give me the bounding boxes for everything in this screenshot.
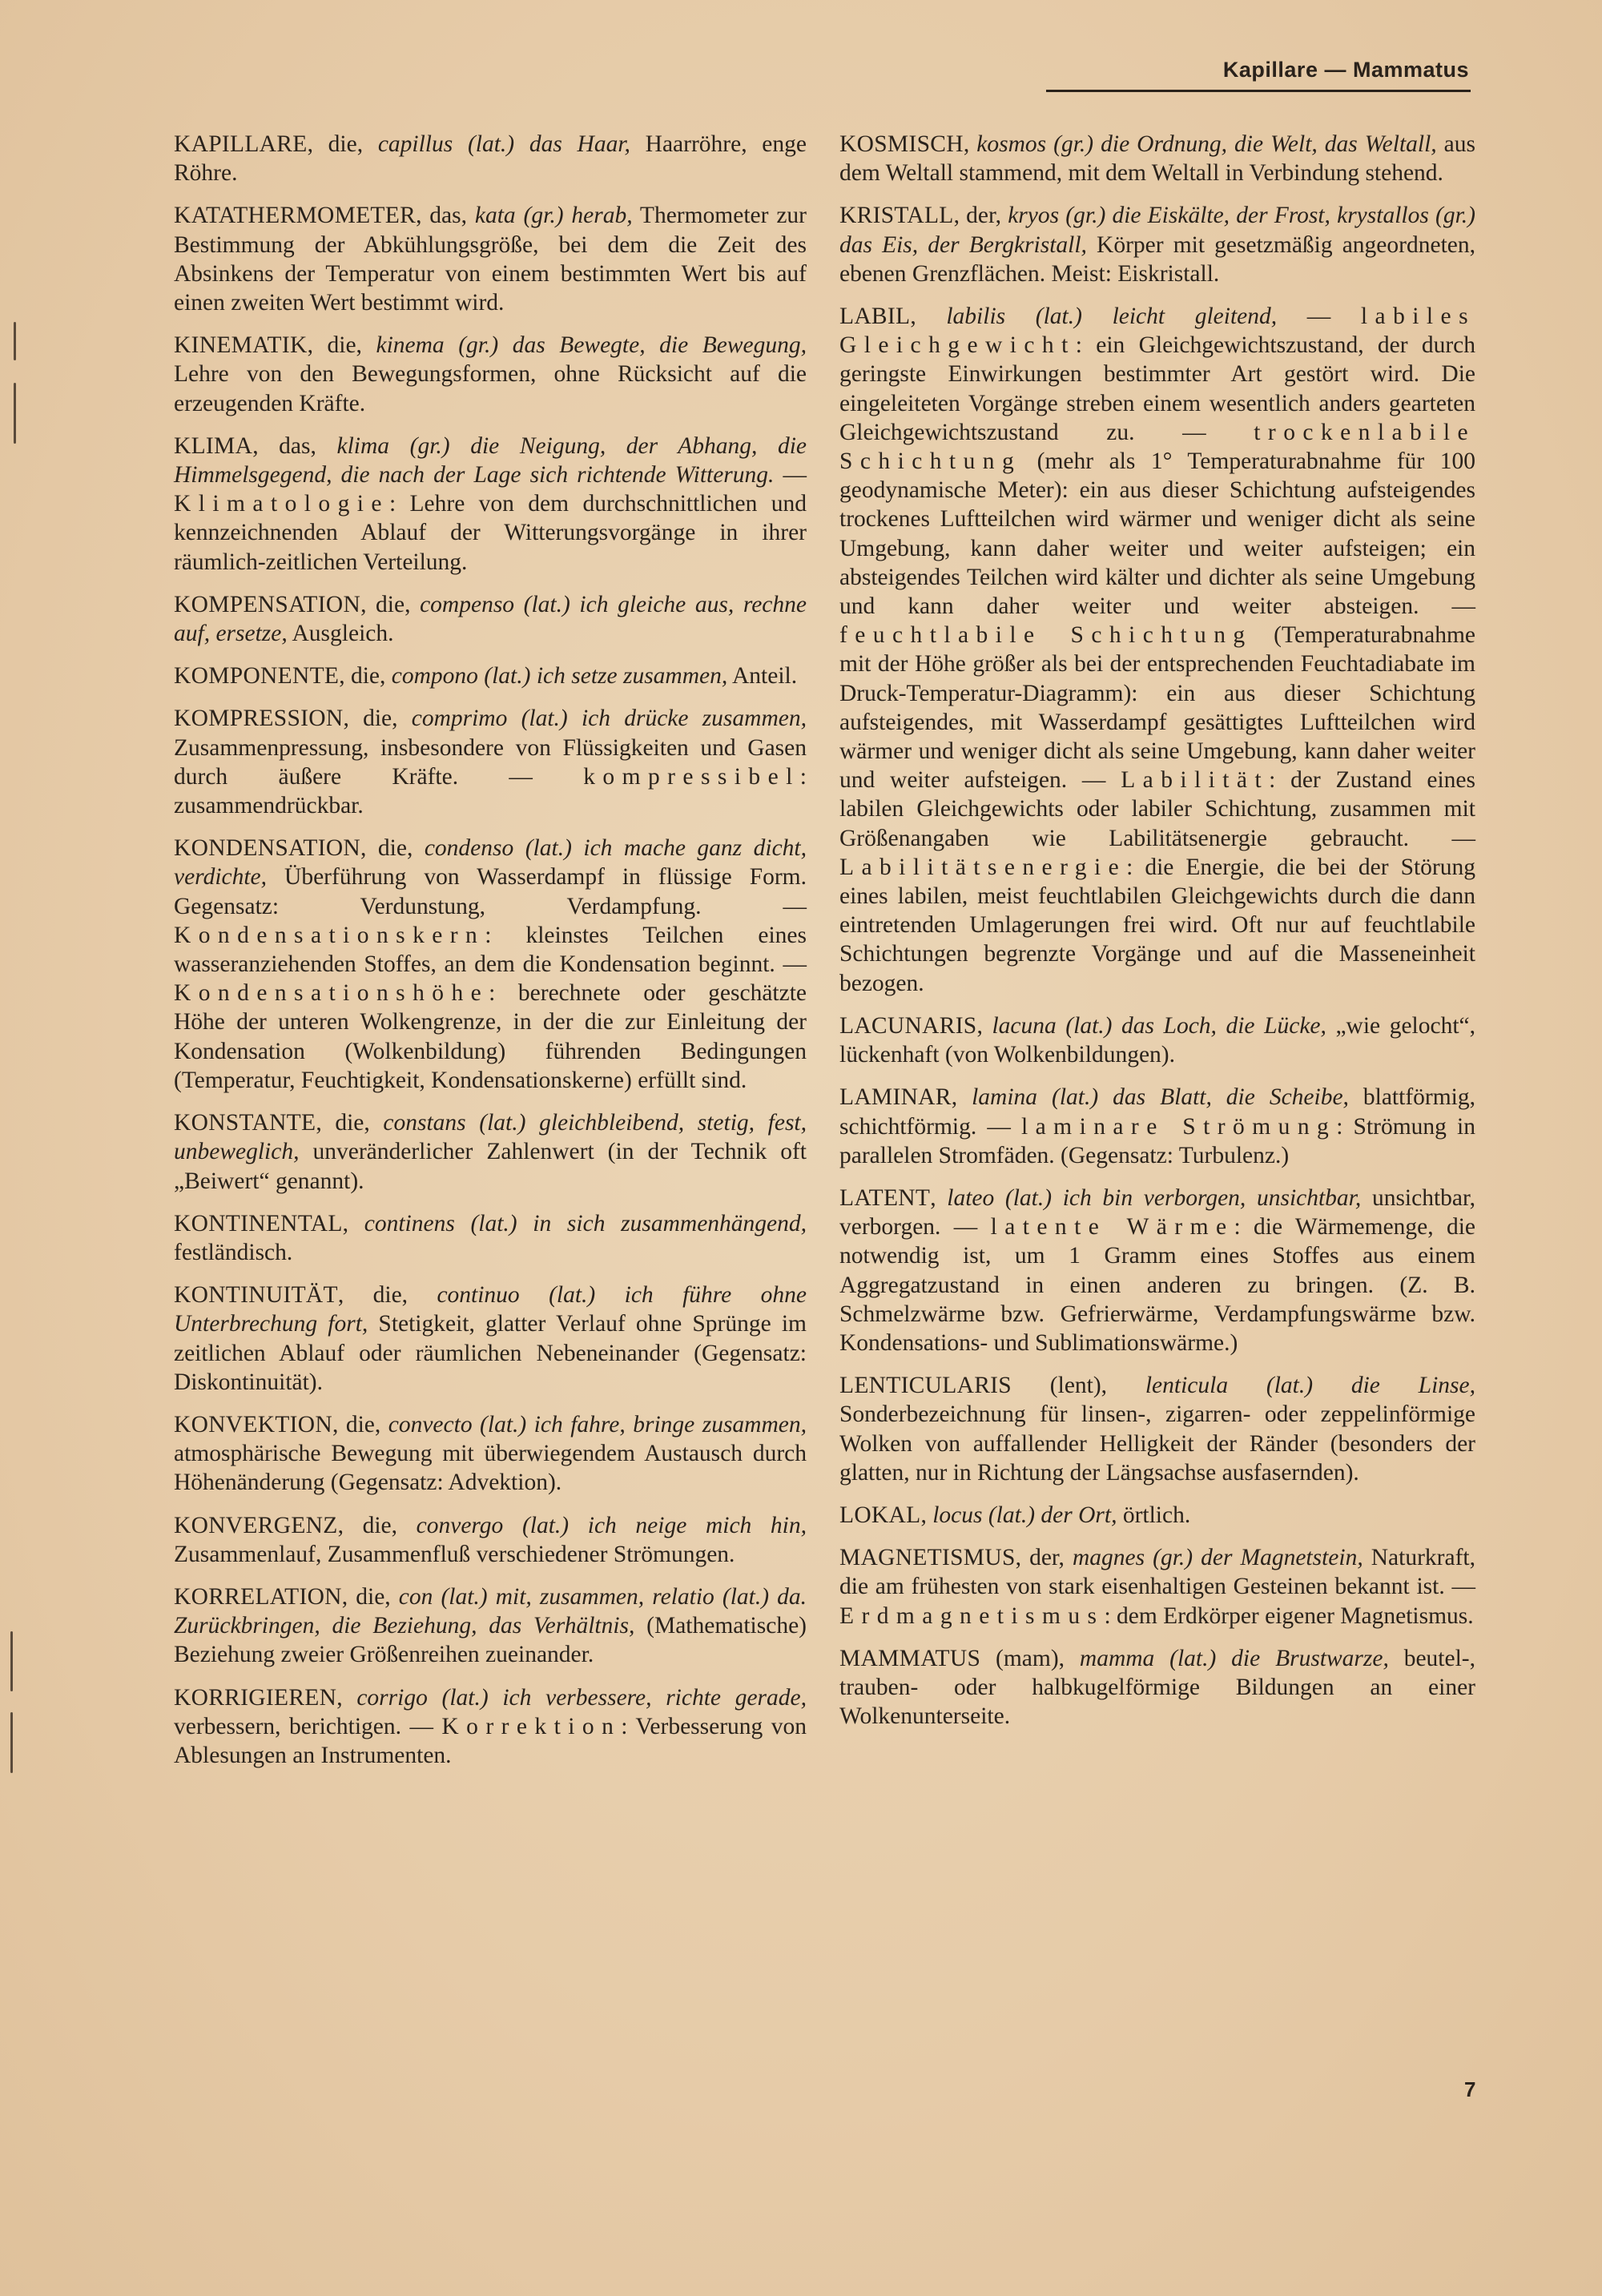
entry-etymology: lenticula (lat.) die Linse,: [1145, 1373, 1475, 1399]
entry-headword: MAGNETISMUS: [839, 1545, 1016, 1571]
margin-mark: [14, 322, 16, 360]
running-header: Kapillare — Mammatus: [1222, 58, 1469, 82]
entry-etymology: labilis (lat.) leicht gleitend,: [946, 304, 1278, 330]
dictionary-entry: [174, 1209, 807, 1267]
entry-text: , die,: [360, 591, 421, 617]
entry-text: , das,: [416, 203, 475, 229]
entry-headword: KONSTANTE: [174, 1110, 316, 1136]
entry-text: Stetigkeit, glatter Verlauf ohne Sprünge im zeitlichen Ablauf oder räumlichen Nebeneinander (Gegensatz: Diskontinuität).: [174, 1311, 807, 1395]
entry-headword: KRISTALL: [839, 203, 954, 229]
entry-headword: KONTINENTAL: [174, 1210, 343, 1236]
entry-headword: KAPILLARE: [174, 131, 308, 157]
entry-text: Thermometer zur Bestimmung der Abkühlungsgröße, bei dem die Zeit des Absinkens der Temperatur von einem bestimmten Wert bis auf einen zweiten Wert bestimmt wird.: [174, 203, 807, 316]
dictionary-entry: [174, 1108, 807, 1196]
entry-text: örtlich.: [1117, 1502, 1191, 1528]
entry-etymology: mamma (lat.) die Brustwarze,: [1079, 1645, 1389, 1671]
entry-text: ,: [951, 1084, 972, 1111]
entry-etymology: lamina (lat.) das Blatt, die Scheibe,: [972, 1084, 1349, 1111]
dictionary-entry: [839, 1011, 1475, 1069]
entry-etymology: lateo (lat.) ich bin verborgen, unsichtbar,: [947, 1184, 1362, 1211]
entry-text: Ausgleich.: [287, 621, 394, 647]
entry-etymology: kryos (gr.) die Eiskälte, der Frost, krystallos (gr.) das Eis, der Bergkristall,: [839, 203, 1475, 258]
entry-text: , die,: [337, 1512, 417, 1538]
dictionary-entry: [839, 1543, 1475, 1631]
entry-text: „wie gelocht“, lückenhaft (von Wolkenbildungen).: [839, 1012, 1475, 1068]
entry-etymology: compono (lat.) ich setze zusammen,: [391, 663, 728, 690]
entry-text: ,: [910, 304, 947, 330]
entry-etymology: con (lat.) mit, zusammen, relatio (lat.) da. Zurückbringen, die Beziehung, das Verhältnis,: [174, 1583, 807, 1639]
entry-subterm: labiles Gleichgewicht: [839, 304, 1476, 359]
entry-subterm: Kondensationskern: [174, 922, 485, 948]
entry-text: ,: [963, 131, 977, 157]
entry-etymology: locus (lat.) der Ort,: [932, 1502, 1117, 1528]
entry-text: Lehre von den Bewegungsformen, ohne Rücksicht auf die erzeugenden Kräfte.: [174, 361, 807, 416]
entry-headword: KORRIGIEREN: [174, 1684, 337, 1711]
entry-headword: LAMINAR: [839, 1084, 952, 1111]
entry-subterm: Klimatologie: [174, 491, 389, 517]
dictionary-entry: [174, 331, 807, 418]
entry-text: festländisch.: [174, 1239, 293, 1265]
entry-text: ,: [342, 1210, 364, 1236]
entry-subterm: trockenlabile Schichtung: [839, 419, 1475, 475]
entry-text: (mehr als 1° Temperaturabnahme für 100 geodynamische Meter): ein aus dieser Schichtung aufsteigendes trockenes Luftteilchen wird wärmer und weniger dicht als seine Umgebung, kann daher weiter und weiter aufsteigen; ein absteigendes Teilchen wird kälter und dichter als seine Umgebung und kann daher weiter und weiter absteigen. —: [839, 448, 1475, 620]
entry-text: Anteil.: [727, 663, 798, 690]
entry-headword: KORRELATION: [174, 1583, 342, 1610]
dictionary-entry: [174, 1683, 807, 1771]
entry-subterm: Korrektion: [441, 1713, 622, 1739]
header-rule: [1046, 90, 1471, 92]
entry-text: atmosphärische Bewegung mit überwiegendem Austausch durch Höhenänderung (Gegensatz: Advektion).: [174, 1441, 807, 1496]
right-column: [839, 130, 1475, 1744]
entry-headword: KINEMATIK: [174, 332, 308, 359]
entry-headword: KONVEKTION: [174, 1411, 332, 1438]
entry-subterm: Labilitätsenergie: [839, 854, 1127, 880]
entry-text: beutel-, trauben- oder halbkugelförmige Bildungen an einer Wolkenunterseite.: [839, 1645, 1475, 1730]
dictionary-entry: [174, 704, 807, 820]
entry-headword: LENTICULARIS: [839, 1373, 1012, 1399]
entry-text: ,: [920, 1502, 933, 1528]
entry-text: : Lehre von dem durchschnittlichen und kennzeichnenden Ablauf der Witterungsvorgänge in ihrer räumlich-zeitlichen Verteilung.: [174, 491, 807, 575]
entry-text: unveränderlicher Zahlenwert (in der Technik oft „Beiwert“ genannt).: [174, 1139, 807, 1194]
dictionary-entry: [839, 302, 1475, 998]
entry-etymology: comprimo (lat.) ich drücke zusammen,: [411, 706, 807, 732]
entry-text: , die,: [341, 1583, 399, 1610]
dictionary-entry: [174, 661, 807, 690]
entry-headword: KOMPENSATION: [174, 591, 361, 617]
entry-headword: KATATHERMOMETER: [174, 203, 417, 229]
entry-etymology: capillus (lat.) das Haar,: [377, 131, 630, 157]
entry-text: , die,: [332, 1411, 388, 1438]
entry-headword: MAMMATUS: [839, 1645, 981, 1671]
entry-text: : Verbesserung von Ablesungen an Instrumenten.: [174, 1713, 807, 1768]
entry-headword: KONDENSATION: [174, 835, 361, 862]
entry-text: , die,: [343, 706, 412, 732]
entry-subterm: laminare Strömung: [1021, 1113, 1337, 1140]
dictionary-entry: [174, 432, 807, 577]
entry-text: verbessern, berichtigen. —: [174, 1713, 442, 1739]
entry-headword: KOSMISCH: [839, 131, 964, 157]
entry-etymology: convecto (lat.) ich fahre, bringe zusammen,: [388, 1411, 807, 1438]
entry-text: , die,: [339, 663, 392, 690]
entry-text: unsichtbar, verborgen. —: [839, 1184, 1476, 1240]
entry-text: , die,: [307, 131, 378, 157]
entry-subterm: Erdmagnetismus: [839, 1602, 1105, 1629]
dictionary-entry: [174, 130, 807, 187]
entry-text: blattförmig, schichtförmig. —: [839, 1084, 1475, 1140]
dictionary-entry: [839, 1371, 1475, 1487]
entry-text: : die Wärmemenge, die notwendig ist, um 1 Gramm eines Stoffes aus einem Aggregatzustand in einen anderen zu bringen. (Z. B. Schmelzwärme bzw. Gefrierwärme, Verdampfungswärme bzw. Kondensations- und Sublimationswärme.): [839, 1214, 1475, 1356]
entry-subterm: Kondensationshöhe: [174, 980, 489, 1007]
entry-text: —: [774, 462, 807, 489]
margin-mark: [14, 383, 16, 444]
entry-etymology: compenso (lat.) ich gleiche aus, rechne auf, ersetze,: [174, 591, 807, 647]
dictionary-entry: [174, 1582, 807, 1670]
entry-text: Naturkraft, die am frühesten von stark eisenhaltigen Gesteinen bekannt ist. —: [839, 1545, 1475, 1600]
entry-text: , die,: [360, 835, 425, 862]
entry-text: , der,: [1015, 1545, 1073, 1571]
entry-text: : Strömung in parallelen Stromfäden. (Gegensatz: Turbulenz.): [839, 1113, 1475, 1168]
entry-etymology: kata (gr.) herab,: [474, 203, 633, 229]
entry-headword: KLIMA: [174, 432, 253, 459]
entry-subterm: kompressibel: [583, 763, 800, 790]
dictionary-entry: [174, 834, 807, 1095]
entry-etymology: lacuna (lat.) das Loch, die Lücke,: [992, 1012, 1326, 1039]
entry-headword: KOMPONENTE: [174, 663, 340, 690]
entry-headword: LACUNARIS: [839, 1012, 977, 1039]
dictionary-entry: [174, 1281, 807, 1397]
dictionary-entry: [839, 1501, 1475, 1530]
entry-text: , die,: [316, 1110, 384, 1136]
dictionary-entry: [839, 1644, 1475, 1731]
entry-etymology: constans (lat.) gleichbleibend, stetig, fest, unbeweglich,: [174, 1110, 807, 1165]
entry-text: Überführung von Wasserdampf in flüssige Form. Gegensatz: Verdunstung, Verdampfung. —: [174, 864, 807, 919]
entry-text: Zusammenlauf, Zusammenfluß verschiedener Strömungen.: [174, 1541, 735, 1567]
entry-subterm: feuchtlabile Schichtung: [839, 622, 1253, 649]
dictionary-entry: [839, 130, 1475, 187]
dictionary-entry: [174, 1410, 807, 1498]
entry-text: Körper mit gesetzmäßig angeordneten, ebenen Grenzflächen. Meist: Eiskristall.: [839, 231, 1475, 287]
entry-subterm: Labilität: [1121, 767, 1270, 794]
entry-etymology: kosmos (gr.) die Ordnung, die Welt, das Weltall,: [976, 131, 1437, 157]
entry-headword: KONTINUITÄT: [174, 1282, 338, 1309]
entry-headword: KOMPRESSION: [174, 706, 344, 732]
entry-text: ,: [976, 1012, 992, 1039]
entry-text: : kleinstes Teilchen eines wasseranziehenden Stoffes, an dem die Kondensation beginnt. —: [174, 922, 807, 978]
entry-text: ,: [336, 1684, 357, 1711]
entry-headword: LABIL: [839, 304, 911, 330]
entry-etymology: klima (gr.) die Neigung, der Abhang, die Himmelsgegend, die nach der Lage sich richtende Witterung.: [174, 432, 807, 489]
dictionary-entry: [839, 1083, 1475, 1170]
entry-headword: LOKAL: [839, 1502, 921, 1528]
entry-etymology: corrigo (lat.) ich verbessere, richte gerade,: [356, 1684, 807, 1711]
entry-text: : zusammendrückbar.: [174, 763, 807, 819]
dictionary-entry: [174, 1511, 807, 1569]
entry-text: : ein Gleichgewichtszustand, der durch geringste Einwirkungen bestimmter Art gestört wird. Die eingeleiteten Vorgänge streben einem wesentlich anders gearteten Gleichgewichtszustand zu. —: [839, 332, 1475, 445]
entry-text: Zusammenpressung, insbesondere von Flüssigkeiten und Gasen durch äußere Kräfte. —: [174, 734, 807, 790]
entry-text: (lent),: [1012, 1373, 1145, 1399]
entry-text: : dem Erdkörper eigener Magnetismus.: [1104, 1602, 1474, 1629]
entry-text: (Mathematische) Beziehung zweier Größenreihen zueinander.: [174, 1613, 807, 1668]
left-column: [174, 130, 807, 1783]
entry-headword: KONVERGENZ: [174, 1512, 338, 1538]
entry-etymology: continuo (lat.) ich führe ohne Unterbrechung fort,: [174, 1282, 807, 1337]
entry-text: Sonderbezeichnung für linsen-, zigarren- oder zeppelinförmige Wolken von auffallender Helligkeit der Ränder (besonders der glatten, nur in Richtung der Längsachse ausfasernden).: [839, 1401, 1475, 1486]
margin-mark: [10, 1712, 13, 1773]
entry-etymology: kinema (gr.) das Bewegte, die Bewegung,: [376, 332, 807, 359]
page-number: 7: [1464, 2077, 1476, 2101]
dictionary-entry: [174, 590, 807, 648]
entry-etymology: condenso (lat.) ich mache ganz dicht, verdichte,: [174, 835, 807, 891]
dictionary-entry: [839, 201, 1475, 288]
entry-subterm: latente Wärme: [990, 1214, 1234, 1240]
entry-text: —: [1277, 304, 1361, 330]
entry-text: aus dem Weltall stammend, mit dem Weltall in Verbindung stehend.: [839, 131, 1476, 187]
entry-text: , das,: [252, 432, 337, 459]
entry-text: , der,: [953, 203, 1008, 229]
entry-headword: LATENT: [839, 1184, 931, 1211]
entry-text: : berechnete oder geschätzte Höhe der unteren Wolkengrenze, in der die zur Einleitung der Kondensation (Wolkenbildung) führenden Bedingungen (Temperatur, Feuchtigkeit, Kondensationskerne) erfüllt sind.: [174, 980, 807, 1093]
entry-etymology: continens (lat.) in sich zusammenhängend,: [364, 1210, 807, 1236]
entry-etymology: magnes (gr.) der Magnetstein,: [1072, 1545, 1363, 1571]
entry-text: (Temperaturabnahme mit der Höhe größer als bei der entsprechenden Feuchtadiabate im Druck-Temperatur-Diagramm): ein aus dieser Schichtung aufsteigendes, mit Wasserdampf gesättigtes Luftteilchen wird wärmer und weniger dicht als seine Umgebung, kann daher weiter und weiter aufsteigen. —: [839, 622, 1475, 794]
dictionary-entry: [174, 201, 807, 317]
entry-etymology: convergo (lat.) ich neige mich hin,: [416, 1512, 807, 1538]
margin-mark: [10, 1631, 13, 1691]
entry-text: : der Zustand eines labilen Gleichgewichts oder labiler Schichtung, zusammen mit Größenangaben wie Labilitätsenergie gebraucht. —: [839, 767, 1475, 851]
entry-text: ,: [930, 1184, 948, 1211]
entry-text: Haarröhre, enge Röhre.: [174, 131, 807, 187]
dictionary-entry: [839, 1184, 1475, 1357]
entry-text: (mam),: [980, 1645, 1080, 1671]
entry-text: , die,: [337, 1282, 437, 1309]
entry-text: : die Energie, die bei der Störung eines labilen, meist feuchtlabilen Gleichgewichts durch die dann eintretenden Umlagerungen frei wird. Oft nur auf feuchtlabile Schichtungen begrenzte Vorgänge und auf die Masseneinheit bezogen.: [839, 854, 1475, 996]
entry-text: , die,: [307, 332, 376, 359]
